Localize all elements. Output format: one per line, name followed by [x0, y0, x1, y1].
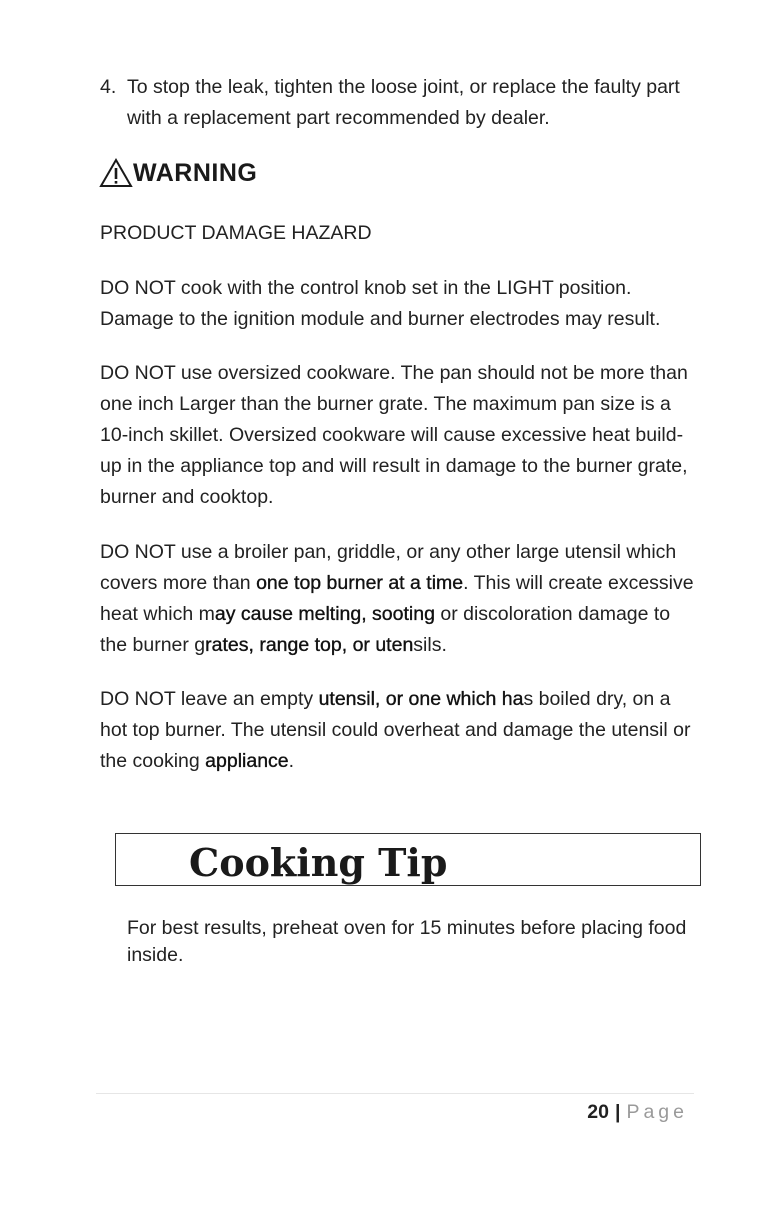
- highlighted-text: rates, range top, or uten: [205, 634, 414, 656]
- cooking-tip-text: For best results, preheat oven for 15 minutes before placing food inside.: [127, 917, 687, 966]
- cooking-tip-box: [115, 833, 701, 886]
- footer-separator: |: [614, 1101, 621, 1123]
- highlighted-text: one top burner at a time: [256, 572, 464, 594]
- warning-triangle-icon: [99, 158, 133, 188]
- paragraph-empty-utensil: [100, 684, 700, 777]
- text-segment: DO NOT use a broiler pan, griddle, or any other large utensil which covers more than: [100, 541, 677, 594]
- highlighted-text: appliance: [205, 750, 289, 772]
- paragraph-broiler-pan: [100, 537, 700, 661]
- paragraph-oversized-cookware: DO NOT use oversized cookware. The pan should not be more than one inch Larger than the burner grate. The maximum pan size is a 10-inch skillet. Oversized cookware will cause excessive heat build-up in the appliance top and will result in damage to the burner grate, burner and cooktop.: [100, 362, 688, 508]
- paragraph-light-position: DO NOT cook with the control knob set in the LIGHT position. Damage to the ignition module and burner electrodes may result.: [100, 277, 661, 330]
- step-item: [100, 72, 700, 134]
- step-text: To stop the leak, tighten the loose joint, or replace the faulty part with a replacement part recommended by dealer.: [127, 76, 680, 129]
- text-segment: DO NOT leave an empty: [100, 688, 319, 710]
- text-segment: or discoloration damage to the burner g: [100, 603, 671, 656]
- page-number: 20: [587, 1101, 609, 1123]
- highlighted-text: utensil, or one which ha: [318, 688, 524, 710]
- warning-label: WARNING: [133, 159, 258, 187]
- cooking-tip-title: Cooking Tip: [189, 840, 448, 885]
- footer-divider: [96, 1093, 694, 1094]
- hazard-title: PRODUCT DAMAGE HAZARD: [100, 222, 372, 244]
- text-segment: . This will create excessive heat which m: [100, 572, 694, 625]
- page-footer: [587, 1098, 688, 1126]
- text-segment: .: [288, 750, 295, 772]
- highlighted-text: ay cause melting, sooting: [214, 603, 435, 625]
- text-segment: s boiled dry, on a hot top burner. The utensil could overheat and damage the utensil or the cooking: [100, 688, 691, 772]
- step-number: 4.: [100, 76, 117, 98]
- warning-heading: [99, 152, 257, 188]
- text-segment: sils.: [413, 634, 447, 656]
- page-label: Page: [626, 1101, 688, 1123]
